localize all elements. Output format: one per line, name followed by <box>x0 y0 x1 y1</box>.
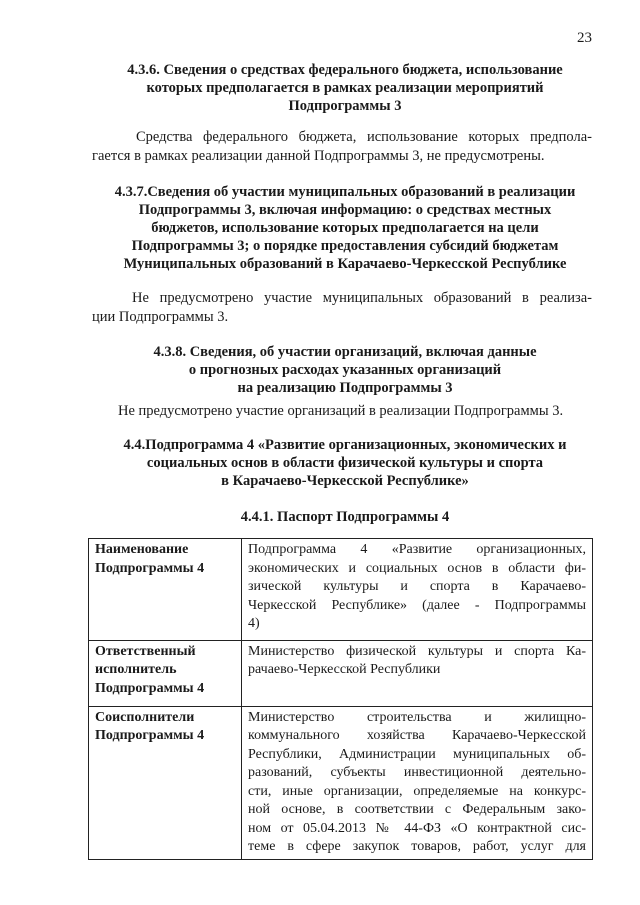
section-4-3-8-text: Не предусмотрено участие организаций в реализации Подпрограммы 3. <box>118 403 564 419</box>
section-4-3-6-heading: 4.3.6. Сведения о средствах федерального бюджета, использование которых предполагается в рамках реализации мероприятий Подпрограммы 3 <box>127 62 563 114</box>
row-label: Наименование Подпрограммы 4 <box>89 539 242 641</box>
page-number: 23 <box>577 30 592 46</box>
section-4-3-7-text: Не предусмотрено участие муниципальных образований в реализа- ции Подпрограммы 3. <box>92 290 592 325</box>
section-4-4-heading: 4.4.Подпрограмма 4 «Развитие организационных, экономических и социальных основ в области физической культуры и спорта в Карачаево-Черкесской Республике» <box>123 437 567 489</box>
section-4-3-7-heading: 4.3.7.Сведения об участии муниципальных образований в реализации Подпрограммы 3, включая информацию: о средствах местных бюджетов, использование которых предполагается на цели Подпрограммы 3; о порядке предоставления субсидий бюджетам Муниципальных образований в Карачаево-Черкесской Республике <box>114 184 576 272</box>
table-row <box>89 539 593 641</box>
row-value: Министерство строительства и жилищно- коммунального хозяйства Карачаево-Черкесской Республики, Администрации муниципальных об- разований, субъекты инвестиционной деятельно- сти, иные организации, определяемые на конкурс- ной основе, в соответствии с Федеральным зако- ном от 05.04.2013 № 44-ФЗ «О контрактной сис- теме в сфере закупок товаров, работ, услуг для <box>242 706 593 859</box>
table-row <box>89 640 593 706</box>
section-4-3-8-heading: 4.3.8. Сведения, об участии организаций, включая данные о прогнозных расходах указанных организаций на реализацию Подпрограммы 3 <box>153 344 537 396</box>
row-value: Министерство физической культуры и спорта Ка- рачаево-Черкесской Республики <box>242 640 593 706</box>
passport-table <box>88 538 593 860</box>
section-4-4-1-heading: 4.4.1. Паспорт Подпрограммы 4 <box>240 509 450 525</box>
section-4-3-6-text: Средства федерального бюджета, использование которых предпола- гается в рамках реализации данной Подпрограммы 3, не предусмотрены. <box>92 129 592 164</box>
row-label: Соисполнители Подпрограммы 4 <box>89 706 242 859</box>
row-label: Ответственный исполнитель Подпрограммы 4 <box>89 640 242 706</box>
table-row <box>89 706 593 859</box>
row-value: Подпрограмма 4 «Развитие организационных, экономических и социальных основ в области фи- зической культуры и спорта в Карачаево- Черкесской Республике» (далее - Подпрограммы 4) <box>242 539 593 641</box>
